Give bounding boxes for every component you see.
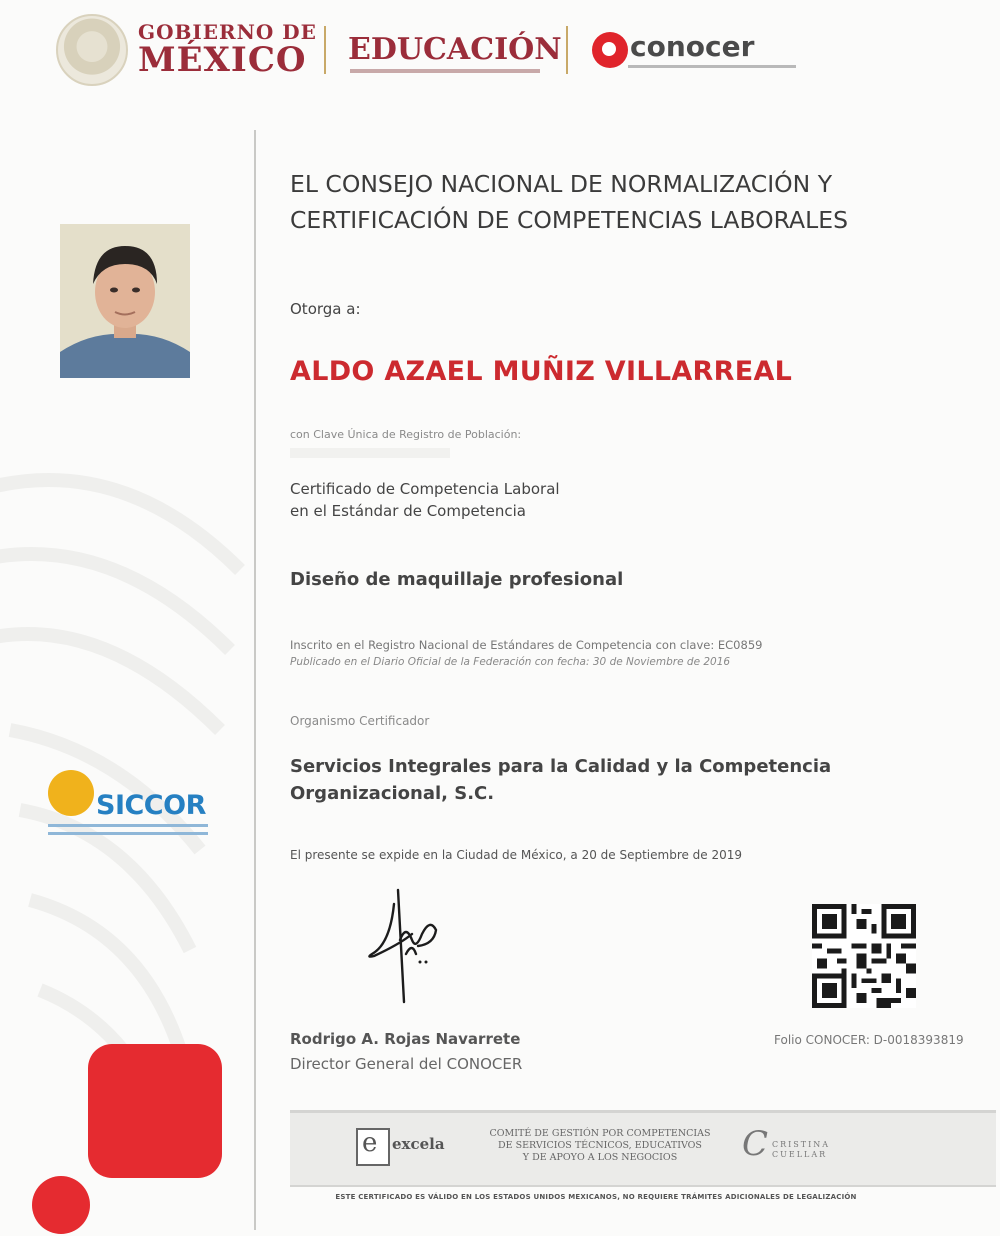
certificate-line1: Certificado de Competencia Laboral — [290, 480, 560, 498]
conocer-logo-icon — [592, 32, 628, 68]
organismo-label: Organismo Certificador — [290, 714, 430, 728]
cristina-logo — [772, 1140, 830, 1160]
header-separator — [324, 26, 326, 74]
certificate-title: EL CONSEJO NACIONAL DE NORMALIZACIÓN Y CERTIFICACIÓN DE COMPETENCIAS LABORALES — [290, 170, 848, 234]
cristina-line2: CUELLAR — [772, 1150, 828, 1159]
signer-role: Director General del CONOCER — [290, 1055, 523, 1073]
siccor-logo: SICCOR — [96, 790, 206, 821]
legal-notice: ESTE CERTIFICADO ES VÁLIDO EN LOS ESTADOS UNIDOS MEXICANOS, NO REQUIERE TRÁMITES ADICIONALES DE LEGALIZACIÓN — [335, 1193, 857, 1201]
qr-code-icon — [812, 904, 916, 1008]
gobierno-line2: MÉXICO — [138, 40, 307, 80]
curp-redacted — [290, 448, 450, 458]
mexico-seal-icon — [56, 14, 128, 86]
inscrito-text: Inscrito en el Registro Nacional de Estándares de Competencia con clave: EC0859 — [290, 638, 763, 652]
gobierno-line1: GOBIERNO DE — [138, 20, 317, 44]
header-separator — [566, 26, 568, 74]
organismo-line1: Servicios Integrales para la Calidad y la Competencia — [290, 756, 832, 777]
expide-text: El presente se expide en la Ciudad de México, a 20 de Septiembre de 2019 — [290, 848, 743, 862]
cristina-logo-icon: C — [742, 1124, 769, 1164]
red-square-decoration — [88, 1044, 222, 1178]
excela-e-glyph: e — [362, 1128, 378, 1158]
otorga-label: Otorga a: — [290, 300, 361, 318]
siccor-sun-icon — [48, 770, 94, 816]
vertical-divider — [254, 130, 256, 1230]
standard-name: Diseño de maquillaje profesional — [290, 569, 624, 590]
recipient-photo — [60, 224, 190, 378]
certificate-line2: en el Estándar de Competencia — [290, 502, 526, 520]
comite-line1: COMITÉ DE GESTIÓN POR COMPETENCIAS — [489, 1128, 711, 1139]
comite-line3: Y DE APOYO A LOS NEGOCIOS — [522, 1152, 678, 1163]
publicado-text: Publicado en el Diario Oficial de la Federación con fecha: 30 de Noviembre de 2016 — [290, 656, 731, 668]
comite-text — [470, 1128, 730, 1164]
excela-logo: excela — [392, 1135, 445, 1153]
folio-number: Folio CONOCER: D-0018393819 — [774, 1033, 964, 1047]
educacion-subline — [350, 69, 540, 73]
signature-icon — [360, 884, 450, 1004]
conocer-logo: conocer — [630, 30, 755, 63]
educacion-logo: EDUCACIÓN — [348, 32, 562, 67]
curp-label: con Clave Única de Registro de Población: — [290, 428, 522, 441]
comite-line2: DE SERVICIOS TÉCNICOS, EDUCATIVOS — [498, 1140, 702, 1151]
signer-name: Rodrigo A. Rojas Navarrete — [290, 1030, 521, 1048]
organismo-line2: Organizacional, S.C. — [290, 783, 495, 804]
siccor-subline — [48, 832, 208, 835]
conocer-subline — [628, 65, 796, 68]
cristina-line1: CRISTINA — [772, 1140, 831, 1149]
recipient-name: ALDO AZAEL MUÑIZ VILLARREAL — [290, 356, 793, 387]
siccor-subline — [48, 824, 208, 827]
red-circle-decoration — [32, 1176, 90, 1234]
